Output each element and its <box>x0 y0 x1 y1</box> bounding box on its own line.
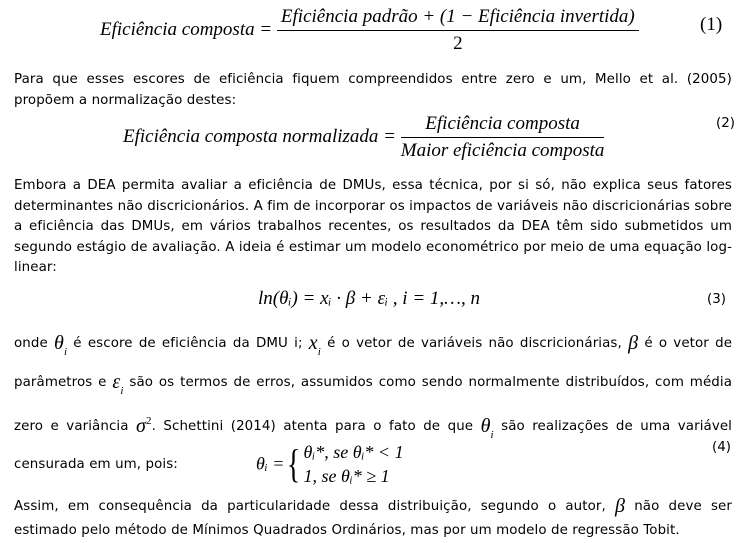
epsilon-symbol: $\varepsilon_i$ <box>112 371 124 397</box>
equation-2-denominator: Maior eficiência composta <box>400 140 605 161</box>
theta-symbol: $\theta_i$ <box>54 332 68 358</box>
equation-4 <box>256 440 404 488</box>
equation-4-cases <box>304 440 404 488</box>
equation-2-lhs: Eficiência composta normalizada = <box>123 125 396 147</box>
equation-1-numerator: Eficiência padrão + (1 − Eficiência invertida) <box>277 6 639 31</box>
equation-2-fraction <box>401 113 605 162</box>
equation-4-case-2: 1, se θᵢ* ≥ 1 <box>303 466 390 486</box>
paragraph-1: Para que esses escores de eficiência fiquem compreendidos entre zero e um, Mello et al. (2005) propõem a normalização destes: <box>14 72 732 108</box>
brace: { <box>287 441 301 486</box>
equation-1 <box>100 6 639 55</box>
paragraph-3: onde $\theta_i$ é escore de eficiência da DMU i; $x_i$ é o vetor de variáveis não discricionárias, β é o vetor de parâmetros e $\varepsilon_i$ são os termos de erros, assumidos como sendo normalmente distribuídos, com média zero e variância $\sigma^2$. Schettini (2014) atenta para o fato de que $\theta_i$ são realizações de uma variável censurada em um, pois: <box>14 332 733 472</box>
equation-4-number: (4) <box>712 440 731 455</box>
equation-4-case-1: θᵢ*, se θᵢ* < 1 <box>303 442 404 462</box>
paragraph-4: Assim, em consequência da particularidade dessa distribuição, segundo o autor, β não deve ser estimado pelo método de Mínimos Quadrados Ordinários, mas por um modelo de regressão Tobit. <box>14 495 732 538</box>
equation-3: ln(θᵢ) = xᵢ · β + εᵢ , i = 1,…, n <box>258 288 481 309</box>
beta-symbol: β <box>628 332 639 354</box>
theta-symbol: $\theta_i$ <box>480 415 494 441</box>
equation-1-denominator: 2 <box>453 33 463 54</box>
equation-2 <box>123 113 604 162</box>
equation-1-lhs: Eficiência composta = <box>100 18 273 40</box>
equation-2-numerator: Eficiência composta <box>401 113 605 138</box>
x-symbol: $x_i$ <box>308 332 321 358</box>
equation-2-number: (2) <box>716 116 735 131</box>
beta-symbol: β <box>615 495 626 517</box>
equation-4-lhs: θᵢ = <box>256 453 285 474</box>
equation-1-fraction <box>277 6 639 55</box>
equation-3-number: (3) <box>707 292 726 307</box>
equation-1-number: (1) <box>700 14 723 35</box>
paragraph-2: Embora a DEA permita avaliar a eficiência de DMUs, essa técnica, por si só, não explica seus fatores determinantes não discricionários. A fim de incorporar os impactos de variáveis não discricionárias sobre a eficiência das DMUs, em vários trabalhos recentes, os resultados da DEA têm sido submetidos um segundo estágio de avaliação. A ideia é estimar um modelo econométrico por meio de uma equação log-linear: <box>14 178 732 275</box>
sigma-symbol: $\sigma^2$ <box>136 415 152 437</box>
